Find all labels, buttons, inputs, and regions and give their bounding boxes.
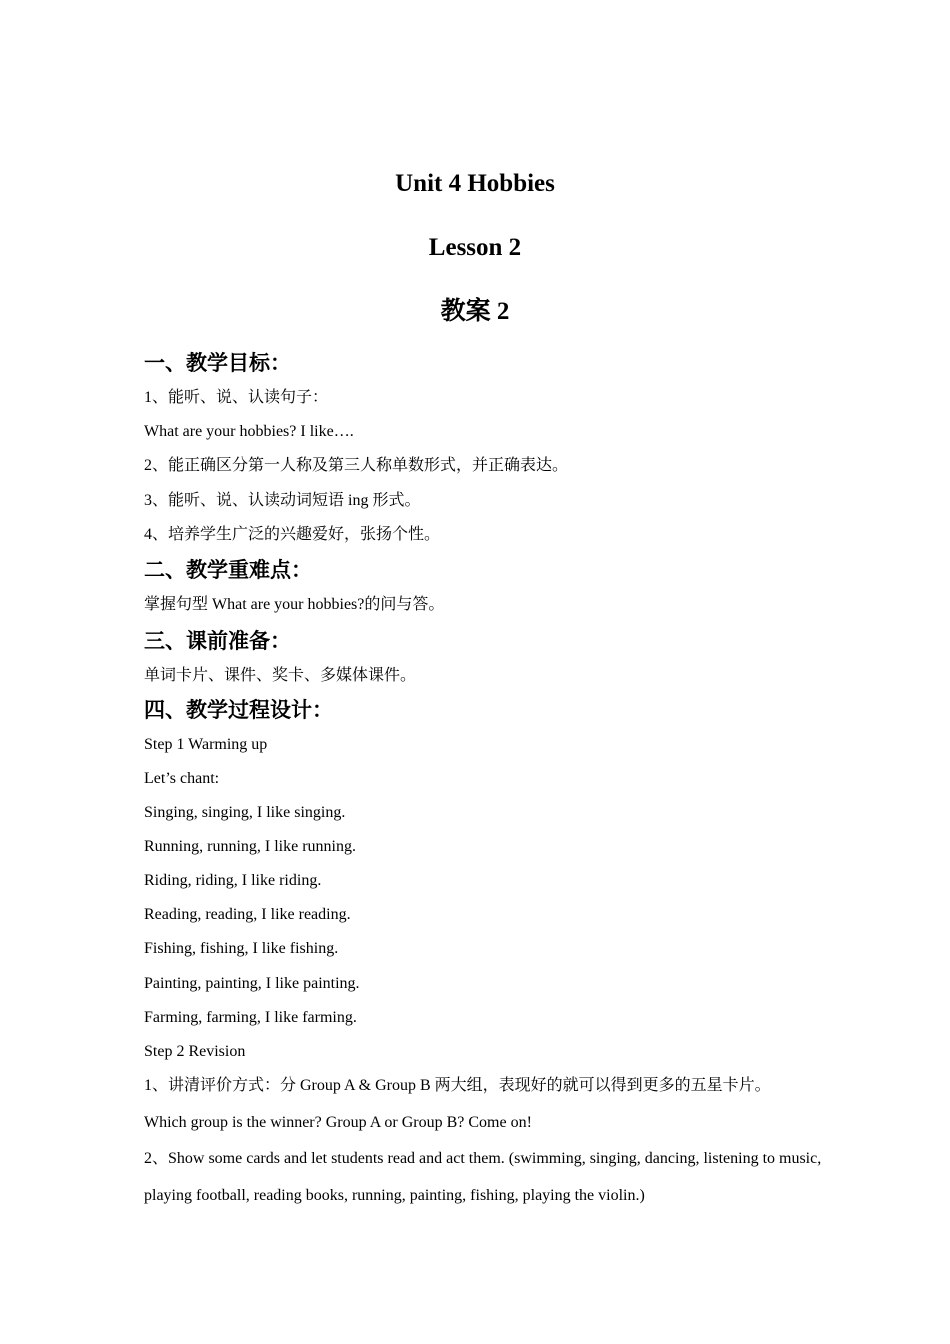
process-line: 1、讲清评价方式：分 Group A & Group B 两大组，表现好的就可以得到更多的五星卡片。: [144, 1077, 771, 1094]
chant-line: Fishing, fishing, I like fishing.: [144, 940, 339, 957]
key-points-heading: 二、教学重难点：: [144, 558, 312, 582]
chant-line: Farming, farming, I like farming.: [144, 1009, 357, 1026]
goal-item: 2、能正确区分第一人称及第三人称单数形式，并正确表达。: [144, 457, 569, 474]
process-heading: 四、教学过程设计：: [144, 698, 333, 722]
process-line: Which group is the winner? Group A or Group B? Come on!: [144, 1114, 532, 1131]
process-paragraph: 2、Show some cards and let students read and act them. (swimming, singing, dancing, listening to music, playing football, reading books, running, painting, fishing, playing the violin.): [144, 1150, 822, 1204]
unit-title: Unit 4 Hobbies: [395, 170, 555, 197]
goal-item: 3、能听、说、认读动词短语 ing 形式。: [144, 492, 421, 509]
process-line: Let’s chant:: [144, 770, 220, 787]
chant-line: Painting, painting, I like painting.: [144, 975, 360, 992]
chant-line: Reading, reading, I like reading.: [144, 906, 351, 923]
chant-line: Riding, riding, I like riding.: [144, 872, 322, 889]
chant-line: Singing, singing, I like singing.: [144, 804, 346, 821]
process-line: Step 2 Revision: [144, 1043, 246, 1060]
goal-item: 1、能听、说、认读句子：: [144, 389, 329, 406]
lesson-title: Lesson 2: [428, 234, 522, 261]
chant-line: Running, running, I like running.: [144, 838, 356, 855]
goal-item: What are your hobbies? I like….: [144, 423, 354, 440]
plan-title: 教案 2: [440, 298, 510, 325]
preparation-heading: 三、课前准备：: [144, 629, 291, 653]
process-line: Step 1 Warming up: [144, 736, 268, 753]
key-points-text: 掌握句型 What are your hobbies?的问与答。: [144, 596, 445, 613]
goals-heading: 一、教学目标：: [144, 351, 291, 375]
preparation-text: 单词卡片、课件、奖卡、多媒体课件。: [144, 667, 417, 684]
goal-item: 4、培养学生广泛的兴趣爱好，张扬个性。: [144, 526, 441, 543]
